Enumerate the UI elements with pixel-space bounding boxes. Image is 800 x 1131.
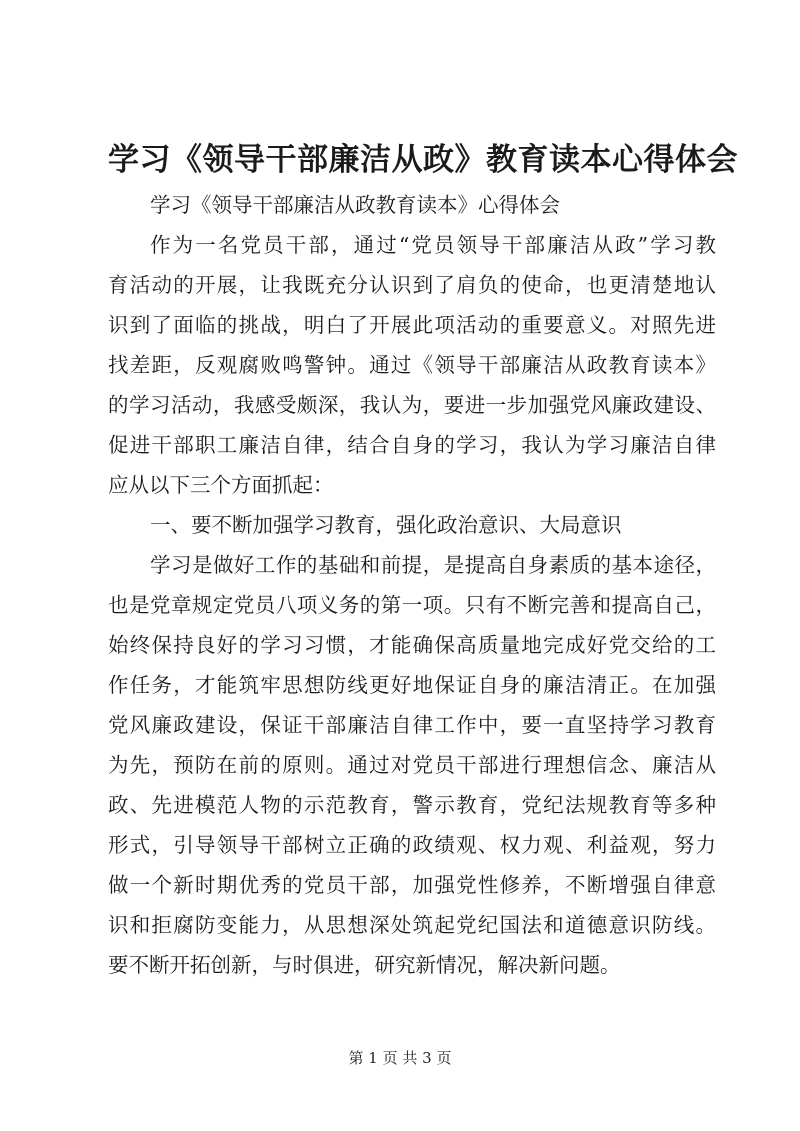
paragraph-line: 的学习活动，我感受颇深，我认为，要进一步加强党风廉政建设、 xyxy=(108,393,716,417)
paragraph-line: 为先，预防在前的原则。通过对党员干部进行理想信念、廉洁从 xyxy=(108,753,716,777)
paragraph-line: 要不断开拓创新，与时俱进，研究新情况，解决新问题。 xyxy=(108,953,621,977)
paragraph-line: 育活动的开展，让我既充分认识到了肩负的使命，也更清楚地认 xyxy=(108,273,716,297)
paragraph-line: 也是党章规定党员八项义务的第一项。只有不断完善和提高自己， xyxy=(108,593,716,617)
paragraph-line: 识到了面临的挑战，明白了开展此项活动的重要意义。对照先进 xyxy=(108,313,716,337)
document-body xyxy=(108,185,716,985)
paragraph-line: 识和拒腐防变能力，从思想深处筑起党纪国法和道德意识防线。 xyxy=(108,913,716,937)
paragraph-line: 促进干部职工廉洁自律，结合自身的学习，我认为学习廉洁自律 xyxy=(108,433,716,457)
paragraph-line: 作任务，才能筑牢思想防线更好地保证自身的廉洁清正。在加强 xyxy=(108,673,716,697)
paragraph-line: 做一个新时期优秀的党员干部，加强党性修养，不断增强自律意 xyxy=(108,873,716,897)
paragraph-line: 找差距，反观腐败鸣警钟。通过《领导干部廉洁从政教育读本》 xyxy=(108,353,716,377)
subtitle-line: 学习《领导干部廉洁从政教育读本》心得体会 xyxy=(150,193,560,217)
document-title: 学习《领导干部廉洁从政》教育读本心得体会 xyxy=(108,142,738,178)
paragraph-line: 政、先进模范人物的示范教育，警示教育，党纪法规教育等多种 xyxy=(108,793,716,817)
paragraph-line: 始终保持良好的学习习惯，才能确保高质量地完成好党交给的工 xyxy=(108,633,716,657)
paragraph-line: 作为一名党员干部，通过“党员领导干部廉洁从政”学习教 xyxy=(150,233,716,257)
paragraph-line: 党风廉政建设，保证干部廉洁自律工作中，要一直坚持学习教育 xyxy=(108,713,716,737)
page-footer: 第 1 页 共 3 页 xyxy=(348,1049,452,1067)
paragraph-line: 学习是做好工作的基础和前提，是提高自身素质的基本途径， xyxy=(150,553,716,577)
paragraph-line: 应从以下三个方面抓起： xyxy=(108,473,334,497)
section-heading: 一、要不断加强学习教育，强化政治意识、大局意识 xyxy=(150,513,622,537)
paragraph-line: 形式，引导领导干部树立正确的政绩观、权力观、利益观，努力 xyxy=(108,833,716,857)
